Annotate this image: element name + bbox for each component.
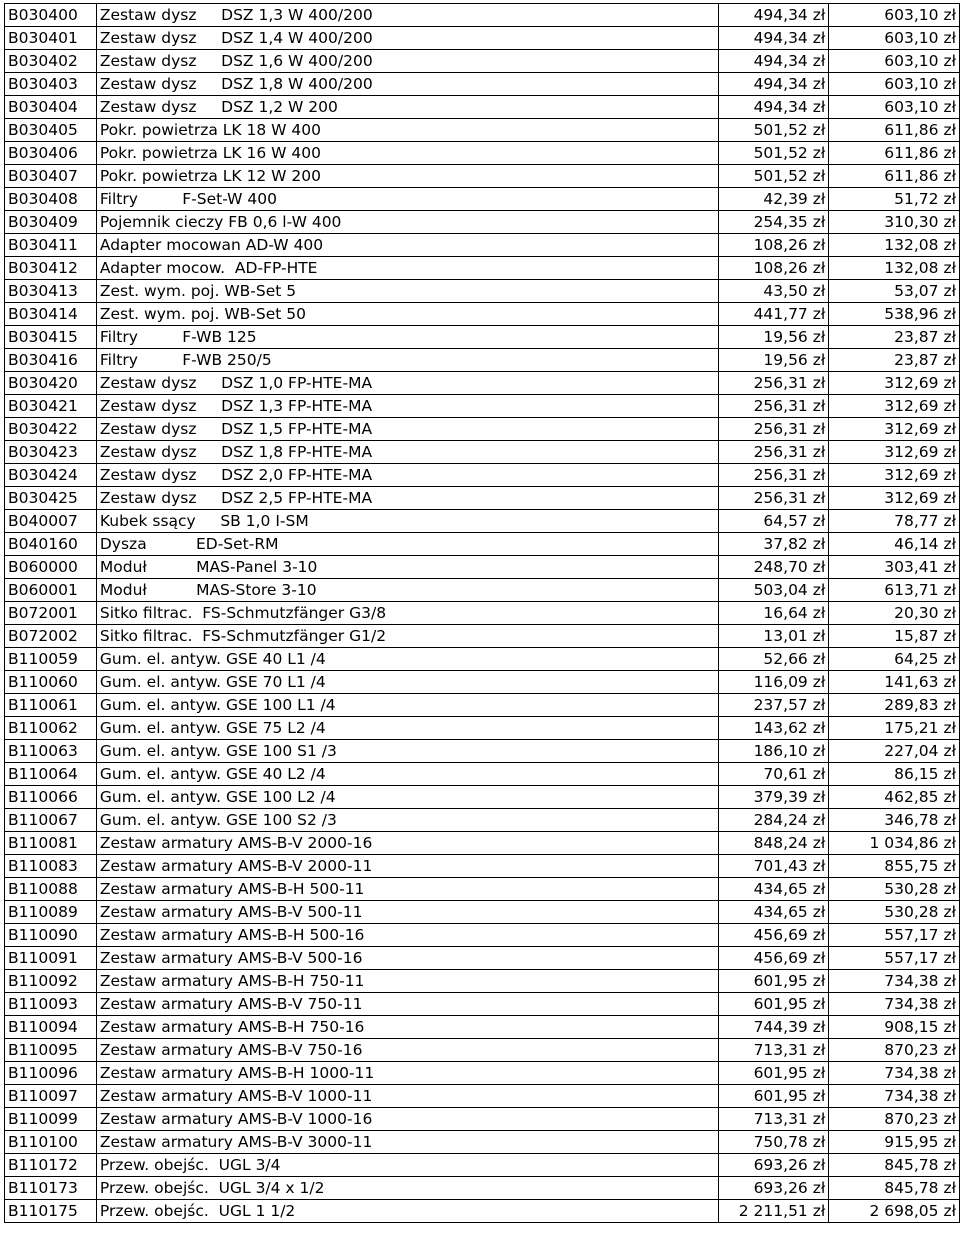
net-price-cell: 116,09 zł (719, 671, 829, 694)
product-name-cell: Pojemnik cieczy FB 0,6 l-W 400 (96, 211, 719, 234)
gross-price-cell: 346,78 zł (829, 809, 960, 832)
net-price-cell: 16,64 zł (719, 602, 829, 625)
table-row (5, 717, 960, 740)
net-price-cell: 434,65 zł (719, 878, 829, 901)
table-row (5, 993, 960, 1016)
table-row (5, 1039, 960, 1062)
product-code-cell: B110060 (5, 671, 97, 694)
net-price-cell: 108,26 zł (719, 257, 829, 280)
net-price-cell: 256,31 zł (719, 395, 829, 418)
product-code-cell: B060001 (5, 579, 97, 602)
table-row (5, 1177, 960, 1200)
product-name-cell: Gum. el. antyw. GSE 70 L1 /4 (96, 671, 719, 694)
gross-price-cell: 734,38 zł (829, 993, 960, 1016)
table-row (5, 234, 960, 257)
table-row (5, 4, 960, 27)
gross-price-cell: 557,17 zł (829, 924, 960, 947)
net-price-cell: 52,66 zł (719, 648, 829, 671)
gross-price-cell: 611,86 zł (829, 165, 960, 188)
net-price-cell: 42,39 zł (719, 188, 829, 211)
gross-price-cell: 603,10 zł (829, 27, 960, 50)
table-row (5, 372, 960, 395)
product-name-cell: Filtry F-WB 250/5 (96, 349, 719, 372)
gross-price-cell: 1 034,86 zł (829, 832, 960, 855)
gross-price-cell: 530,28 zł (829, 901, 960, 924)
gross-price-cell: 603,10 zł (829, 96, 960, 119)
table-row (5, 257, 960, 280)
table-row (5, 165, 960, 188)
table-row (5, 441, 960, 464)
product-code-cell: B030407 (5, 165, 97, 188)
net-price-cell: 601,95 zł (719, 970, 829, 993)
gross-price-cell: 46,14 zł (829, 533, 960, 556)
gross-price-cell: 312,69 zł (829, 372, 960, 395)
product-code-cell: B030416 (5, 349, 97, 372)
table-row (5, 648, 960, 671)
product-code-cell: B110099 (5, 1108, 97, 1131)
product-code-cell: B030408 (5, 188, 97, 211)
table-row (5, 556, 960, 579)
net-price-cell: 19,56 zł (719, 326, 829, 349)
product-code-cell: B030422 (5, 418, 97, 441)
product-name-cell: Filtry F-Set-W 400 (96, 188, 719, 211)
product-code-cell: B110083 (5, 855, 97, 878)
product-name-cell: Gum. el. antyw. GSE 100 S2 /3 (96, 809, 719, 832)
net-price-cell: 701,43 zł (719, 855, 829, 878)
gross-price-cell: 53,07 zł (829, 280, 960, 303)
product-code-cell: B030412 (5, 257, 97, 280)
net-price-cell: 237,57 zł (719, 694, 829, 717)
product-name-cell: Zestaw dysz DSZ 1,2 W 200 (96, 96, 719, 119)
net-price-cell: 693,26 zł (719, 1154, 829, 1177)
gross-price-cell: 303,41 zł (829, 556, 960, 579)
product-name-cell: Zestaw armatury AMS-B-V 1000-16 (96, 1108, 719, 1131)
product-name-cell: Zestaw dysz DSZ 1,8 FP-HTE-MA (96, 441, 719, 464)
product-name-cell: Adapter mocowan AD-W 400 (96, 234, 719, 257)
gross-price-cell: 855,75 zł (829, 855, 960, 878)
product-name-cell: Zestaw armatury AMS-B-V 750-11 (96, 993, 719, 1016)
net-price-cell: 848,24 zł (719, 832, 829, 855)
net-price-cell: 456,69 zł (719, 924, 829, 947)
product-name-cell: Moduł MAS-Panel 3-10 (96, 556, 719, 579)
gross-price-cell: 2 698,05 zł (829, 1200, 960, 1223)
product-code-cell: B030402 (5, 50, 97, 73)
table-row (5, 832, 960, 855)
net-price-cell: 501,52 zł (719, 119, 829, 142)
net-price-cell: 64,57 zł (719, 510, 829, 533)
net-price-cell: 70,61 zł (719, 763, 829, 786)
gross-price-cell: 132,08 zł (829, 257, 960, 280)
gross-price-cell: 310,30 zł (829, 211, 960, 234)
product-code-cell: B030406 (5, 142, 97, 165)
product-code-cell: B110090 (5, 924, 97, 947)
product-code-cell: B110059 (5, 648, 97, 671)
product-code-cell: B110100 (5, 1131, 97, 1154)
product-name-cell: Zestaw armatury AMS-B-V 750-16 (96, 1039, 719, 1062)
product-name-cell: Adapter mocow. AD-FP-HTE (96, 257, 719, 280)
net-price-cell: 434,65 zł (719, 901, 829, 924)
table-row (5, 418, 960, 441)
net-price-cell: 108,26 zł (719, 234, 829, 257)
net-price-cell: 441,77 zł (719, 303, 829, 326)
net-price-cell: 494,34 zł (719, 50, 829, 73)
net-price-cell: 601,95 zł (719, 993, 829, 1016)
gross-price-cell: 530,28 zł (829, 878, 960, 901)
net-price-cell: 601,95 zł (719, 1085, 829, 1108)
gross-price-cell: 289,83 zł (829, 694, 960, 717)
gross-price-cell: 15,87 zł (829, 625, 960, 648)
table-row (5, 464, 960, 487)
table-row (5, 326, 960, 349)
gross-price-cell: 141,63 zł (829, 671, 960, 694)
gross-price-cell: 227,04 zł (829, 740, 960, 763)
table-row (5, 303, 960, 326)
table-row (5, 119, 960, 142)
net-price-cell: 494,34 zł (719, 96, 829, 119)
net-price-cell: 494,34 zł (719, 73, 829, 96)
net-price-cell: 254,35 zł (719, 211, 829, 234)
product-code-cell: B110173 (5, 1177, 97, 1200)
table-row (5, 1154, 960, 1177)
product-name-cell: Pokr. powietrza LK 16 W 400 (96, 142, 719, 165)
net-price-cell: 284,24 zł (719, 809, 829, 832)
product-code-cell: B110095 (5, 1039, 97, 1062)
product-code-cell: B110064 (5, 763, 97, 786)
product-code-cell: B030415 (5, 326, 97, 349)
net-price-cell: 713,31 zł (719, 1108, 829, 1131)
product-name-cell: Przew. obejśc. UGL 3/4 (96, 1154, 719, 1177)
product-name-cell: Moduł MAS-Store 3-10 (96, 579, 719, 602)
gross-price-cell: 603,10 zł (829, 4, 960, 27)
product-name-cell: Zestaw armatury AMS-B-V 2000-11 (96, 855, 719, 878)
gross-price-cell: 86,15 zł (829, 763, 960, 786)
gross-price-cell: 538,96 zł (829, 303, 960, 326)
product-name-cell: Zestaw armatury AMS-B-V 3000-11 (96, 1131, 719, 1154)
net-price-cell: 501,52 zł (719, 142, 829, 165)
product-name-cell: Pokr. powietrza LK 18 W 400 (96, 119, 719, 142)
table-row (5, 1131, 960, 1154)
table-row (5, 96, 960, 119)
product-code-cell: B030409 (5, 211, 97, 234)
table-row (5, 694, 960, 717)
product-code-cell: B030401 (5, 27, 97, 50)
product-code-cell: B030400 (5, 4, 97, 27)
product-name-cell: Zestaw dysz DSZ 2,5 FP-HTE-MA (96, 487, 719, 510)
product-code-cell: B030414 (5, 303, 97, 326)
product-name-cell: Zestaw armatury AMS-B-H 750-16 (96, 1016, 719, 1039)
product-code-cell: B030420 (5, 372, 97, 395)
net-price-cell: 186,10 zł (719, 740, 829, 763)
table-row (5, 878, 960, 901)
net-price-cell: 601,95 zł (719, 1062, 829, 1085)
product-code-cell: B110175 (5, 1200, 97, 1223)
table-row (5, 855, 960, 878)
product-code-cell: B030411 (5, 234, 97, 257)
table-row (5, 395, 960, 418)
table-row (5, 211, 960, 234)
table-row (5, 73, 960, 96)
product-name-cell: Gum. el. antyw. GSE 75 L2 /4 (96, 717, 719, 740)
net-price-cell: 494,34 zł (719, 27, 829, 50)
table-row (5, 142, 960, 165)
table-row (5, 510, 960, 533)
product-name-cell: Gum. el. antyw. GSE 100 L1 /4 (96, 694, 719, 717)
gross-price-cell: 845,78 zł (829, 1154, 960, 1177)
product-name-cell: Zestaw dysz DSZ 1,8 W 400/200 (96, 73, 719, 96)
product-name-cell: Dysza ED-Set-RM (96, 533, 719, 556)
table-row (5, 280, 960, 303)
product-code-cell: B030425 (5, 487, 97, 510)
product-name-cell: Zestaw dysz DSZ 1,0 FP-HTE-MA (96, 372, 719, 395)
price-list-table (4, 3, 960, 1223)
net-price-cell: 43,50 zł (719, 280, 829, 303)
product-code-cell: B040007 (5, 510, 97, 533)
gross-price-cell: 611,86 zł (829, 119, 960, 142)
gross-price-cell: 23,87 zł (829, 326, 960, 349)
net-price-cell: 248,70 zł (719, 556, 829, 579)
product-code-cell: B110061 (5, 694, 97, 717)
gross-price-cell: 23,87 zł (829, 349, 960, 372)
table-row (5, 809, 960, 832)
product-name-cell: Zestaw armatury AMS-B-H 500-16 (96, 924, 719, 947)
gross-price-cell: 64,25 zł (829, 648, 960, 671)
net-price-cell: 744,39 zł (719, 1016, 829, 1039)
table-row (5, 50, 960, 73)
product-code-cell: B030413 (5, 280, 97, 303)
gross-price-cell: 132,08 zł (829, 234, 960, 257)
gross-price-cell: 908,15 zł (829, 1016, 960, 1039)
product-code-cell: B030404 (5, 96, 97, 119)
product-name-cell: Sitko filtrac. FS-Schmutzfänger G3/8 (96, 602, 719, 625)
net-price-cell: 693,26 zł (719, 1177, 829, 1200)
gross-price-cell: 51,72 zł (829, 188, 960, 211)
gross-price-cell: 312,69 zł (829, 441, 960, 464)
gross-price-cell: 870,23 zł (829, 1039, 960, 1062)
product-code-cell: B030423 (5, 441, 97, 464)
product-code-cell: B072002 (5, 625, 97, 648)
product-code-cell: B110081 (5, 832, 97, 855)
product-name-cell: Zestaw dysz DSZ 1,5 FP-HTE-MA (96, 418, 719, 441)
table-row (5, 671, 960, 694)
product-name-cell: Zest. wym. poj. WB-Set 5 (96, 280, 719, 303)
table-row (5, 1108, 960, 1131)
gross-price-cell: 734,38 zł (829, 970, 960, 993)
product-code-cell: B030403 (5, 73, 97, 96)
product-code-cell: B040160 (5, 533, 97, 556)
net-price-cell: 256,31 zł (719, 372, 829, 395)
product-name-cell: Zestaw armatury AMS-B-H 500-11 (96, 878, 719, 901)
net-price-cell: 750,78 zł (719, 1131, 829, 1154)
table-row (5, 188, 960, 211)
product-name-cell: Kubek ssący SB 1,0 I-SM (96, 510, 719, 533)
product-code-cell: B110089 (5, 901, 97, 924)
product-name-cell: Zestaw dysz DSZ 1,4 W 400/200 (96, 27, 719, 50)
product-name-cell: Zestaw dysz DSZ 1,3 W 400/200 (96, 4, 719, 27)
product-code-cell: B110097 (5, 1085, 97, 1108)
product-name-cell: Zestaw armatury AMS-B-H 1000-11 (96, 1062, 719, 1085)
net-price-cell: 256,31 zł (719, 464, 829, 487)
net-price-cell: 713,31 zł (719, 1039, 829, 1062)
gross-price-cell: 312,69 zł (829, 464, 960, 487)
product-name-cell: Zest. wym. poj. WB-Set 50 (96, 303, 719, 326)
product-code-cell: B110094 (5, 1016, 97, 1039)
gross-price-cell: 603,10 zł (829, 50, 960, 73)
table-row (5, 970, 960, 993)
table-row (5, 1200, 960, 1223)
product-name-cell: Gum. el. antyw. GSE 100 S1 /3 (96, 740, 719, 763)
net-price-cell: 379,39 zł (719, 786, 829, 809)
product-name-cell: Przew. obejśc. UGL 1 1/2 (96, 1200, 719, 1223)
product-code-cell: B030424 (5, 464, 97, 487)
product-name-cell: Filtry F-WB 125 (96, 326, 719, 349)
table-row (5, 27, 960, 50)
product-code-cell: B060000 (5, 556, 97, 579)
product-name-cell: Zestaw armatury AMS-B-V 500-16 (96, 947, 719, 970)
product-name-cell: Zestaw armatury AMS-B-V 2000-16 (96, 832, 719, 855)
product-code-cell: B110088 (5, 878, 97, 901)
product-name-cell: Zestaw dysz DSZ 1,6 W 400/200 (96, 50, 719, 73)
net-price-cell: 494,34 zł (719, 4, 829, 27)
gross-price-cell: 613,71 zł (829, 579, 960, 602)
gross-price-cell: 312,69 zł (829, 487, 960, 510)
product-name-cell: Zestaw armatury AMS-B-V 1000-11 (96, 1085, 719, 1108)
gross-price-cell: 870,23 zł (829, 1108, 960, 1131)
gross-price-cell: 611,86 zł (829, 142, 960, 165)
table-row (5, 625, 960, 648)
net-price-cell: 256,31 zł (719, 487, 829, 510)
product-name-cell: Zestaw armatury AMS-B-V 500-11 (96, 901, 719, 924)
product-code-cell: B110067 (5, 809, 97, 832)
table-row (5, 924, 960, 947)
gross-price-cell: 78,77 zł (829, 510, 960, 533)
gross-price-cell: 557,17 zł (829, 947, 960, 970)
gross-price-cell: 734,38 zł (829, 1062, 960, 1085)
product-name-cell: Pokr. powietrza LK 12 W 200 (96, 165, 719, 188)
net-price-cell: 2 211,51 zł (719, 1200, 829, 1223)
product-name-cell: Zestaw dysz DSZ 2,0 FP-HTE-MA (96, 464, 719, 487)
table-row (5, 1016, 960, 1039)
table-row (5, 602, 960, 625)
net-price-cell: 456,69 zł (719, 947, 829, 970)
table-row (5, 947, 960, 970)
product-code-cell: B110172 (5, 1154, 97, 1177)
net-price-cell: 256,31 zł (719, 441, 829, 464)
price-list-body (5, 4, 960, 1223)
gross-price-cell: 20,30 zł (829, 602, 960, 625)
product-code-cell: B110062 (5, 717, 97, 740)
net-price-cell: 501,52 zł (719, 165, 829, 188)
product-code-cell: B110092 (5, 970, 97, 993)
product-code-cell: B030405 (5, 119, 97, 142)
net-price-cell: 143,62 zł (719, 717, 829, 740)
net-price-cell: 256,31 zł (719, 418, 829, 441)
table-row (5, 901, 960, 924)
product-name-cell: Gum. el. antyw. GSE 40 L1 /4 (96, 648, 719, 671)
gross-price-cell: 462,85 zł (829, 786, 960, 809)
product-code-cell: B110091 (5, 947, 97, 970)
product-code-cell: B110066 (5, 786, 97, 809)
table-row (5, 487, 960, 510)
product-code-cell: B030421 (5, 395, 97, 418)
gross-price-cell: 845,78 zł (829, 1177, 960, 1200)
net-price-cell: 13,01 zł (719, 625, 829, 648)
table-row (5, 1062, 960, 1085)
table-row (5, 786, 960, 809)
gross-price-cell: 312,69 zł (829, 418, 960, 441)
product-name-cell: Gum. el. antyw. GSE 40 L2 /4 (96, 763, 719, 786)
product-name-cell: Zestaw armatury AMS-B-H 750-11 (96, 970, 719, 993)
product-code-cell: B072001 (5, 602, 97, 625)
gross-price-cell: 603,10 zł (829, 73, 960, 96)
gross-price-cell: 734,38 zł (829, 1085, 960, 1108)
net-price-cell: 19,56 zł (719, 349, 829, 372)
table-row (5, 740, 960, 763)
table-row (5, 763, 960, 786)
table-row (5, 349, 960, 372)
product-name-cell: Gum. el. antyw. GSE 100 L2 /4 (96, 786, 719, 809)
table-row (5, 579, 960, 602)
product-name-cell: Zestaw dysz DSZ 1,3 FP-HTE-MA (96, 395, 719, 418)
gross-price-cell: 312,69 zł (829, 395, 960, 418)
gross-price-cell: 915,95 zł (829, 1131, 960, 1154)
table-row (5, 1085, 960, 1108)
table-row (5, 533, 960, 556)
net-price-cell: 37,82 zł (719, 533, 829, 556)
product-name-cell: Przew. obejśc. UGL 3/4 x 1/2 (96, 1177, 719, 1200)
product-code-cell: B110096 (5, 1062, 97, 1085)
product-code-cell: B110093 (5, 993, 97, 1016)
product-code-cell: B110063 (5, 740, 97, 763)
gross-price-cell: 175,21 zł (829, 717, 960, 740)
product-name-cell: Sitko filtrac. FS-Schmutzfänger G1/2 (96, 625, 719, 648)
net-price-cell: 503,04 zł (719, 579, 829, 602)
